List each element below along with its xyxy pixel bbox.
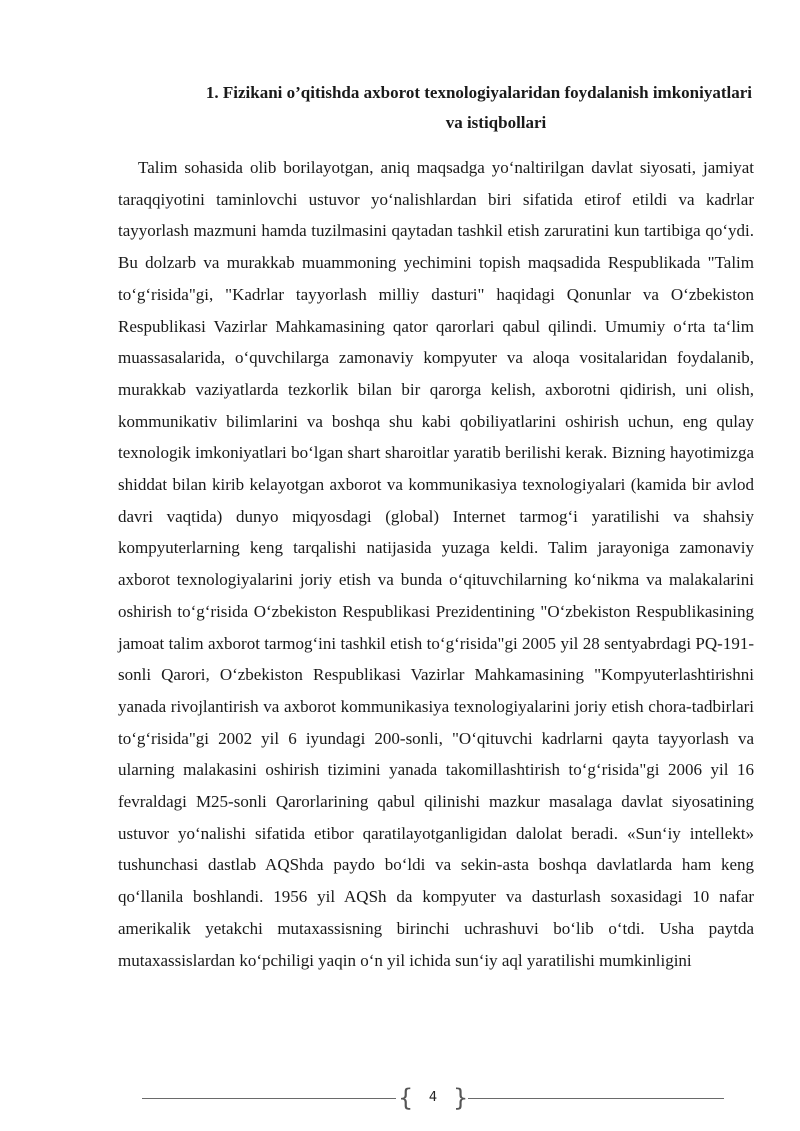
footer-rule-left	[142, 1098, 396, 1099]
section-heading-line1: 1. Fizikani o’qitishda axborot texnologiyalaridan foydalanish imkoniyatlari	[205, 83, 752, 102]
left-bracket-icon: {	[398, 1084, 414, 1112]
section-heading	[118, 78, 754, 138]
body-paragraph: Talim sohasida olib borilayotgan, aniq maqsadga yo‘naltirilgan davlat siyosati, jamiyat taraqqiyotini taminlovchi ustuvor yo‘nalishlardan biri sifatida etirof etildi va kadrlar tayyorlash mazmuni hamda tuzilmasini qaytadan tashkil etish zaruratini kun tartibiga qo‘ydi. Bu dolzarb va murakkab muammoning yechimini topish maqsadida Respublikada "Talim to‘g‘risida"gi, "Kadrlar tayyorlash milliy dasturi" haqidagi Qonunlar va O‘zbekiston Respublikasi Vazirlar Mahkamasining qator qarorlari qabul qilindi. Umumiy o‘rta ta‘lim muassasalarida, o‘quvchilarga zamonaviy kompyuter va aloqa vositalaridan foydalanib, murakkab vaziyatlarda tezkorlik bilan bir qarorga kelish, axborotni qidirish, uni olish, kommunikativ bilimlarini va boshqa shu kabi qobiliyatlarini oshirish uchun, eng qulay texnologik imkoniyatlari bo‘lgan shart sharoitlar yaratib berilishi kerak. Bizning hayotimizga shiddat bilan kirib kelayotgan axborot va kommunikasiya texnologiyalari (kamida bir avlod davri vaqtida) dunyo miqyosdagi (global) Internet tarmog‘i yaratilishi va shahsiy kompyuterlarning keng tarqalishi natijasida yuzaga keldi. Talim jarayoniga zamonaviy axborot texnologiyalarini joriy etish va bunda o‘qituvchilarning ko‘nikma va malakalarini oshirish to‘g‘risida O‘zbekiston Respublikasi Prezidentining "O‘zbekiston Respublikasining jamoat talim axborot tarmog‘ini tashkil etish to‘g‘risida"gi 2005 yil 28 sentyabrdagi PQ-191-sonli Qarori, O‘zbekiston Respublikasi Vazirlar Mahkamasining "Kompyuterlashtirishni yanada rivojlantirish va axborot kommunikasiya texnologiyalarini joriy etish chora-tadbirlari to‘g‘risida"gi 2002 yil 6 iyundagi 200-sonli, "O‘qituvchi kadrlarni qayta tayyorlash va ularning malakasini oshirish tizimini yanada takomillashtirish to‘g‘risida"gi 2006 yil 16 fevraldagi M25-sonli Qarorlarining qabul qilinishi mazkur masalaga davlat siyosatining ustuvor yo‘nalishi sifatida etibor qaratilayotganligidan dalolat beradi. «Sun‘iy intellekt» tushunchasi dastlab AQShda paydo bo‘ldi va sekin-asta boshqa davlatlarda ham keng qo‘llanila boshlandi. 1956 yil AQSh da kompyuter va dasturlash soxasidagi 10 nafar amerikalik yetakchi mutaxassisning birinchi uchrashuvi bo‘lib o‘tdi. Usha paytda mutaxassislardan ko‘pchiligi yaqin o‘n yil ichida sun‘iy aql yaratilishi mumkinligini	[118, 158, 754, 970]
page-footer	[0, 1082, 800, 1122]
section-heading-line2: va istiqbollari	[445, 113, 547, 132]
right-bracket-icon: }	[453, 1084, 469, 1112]
footer-rule-right	[468, 1098, 724, 1099]
page-number: 4	[428, 1090, 438, 1105]
